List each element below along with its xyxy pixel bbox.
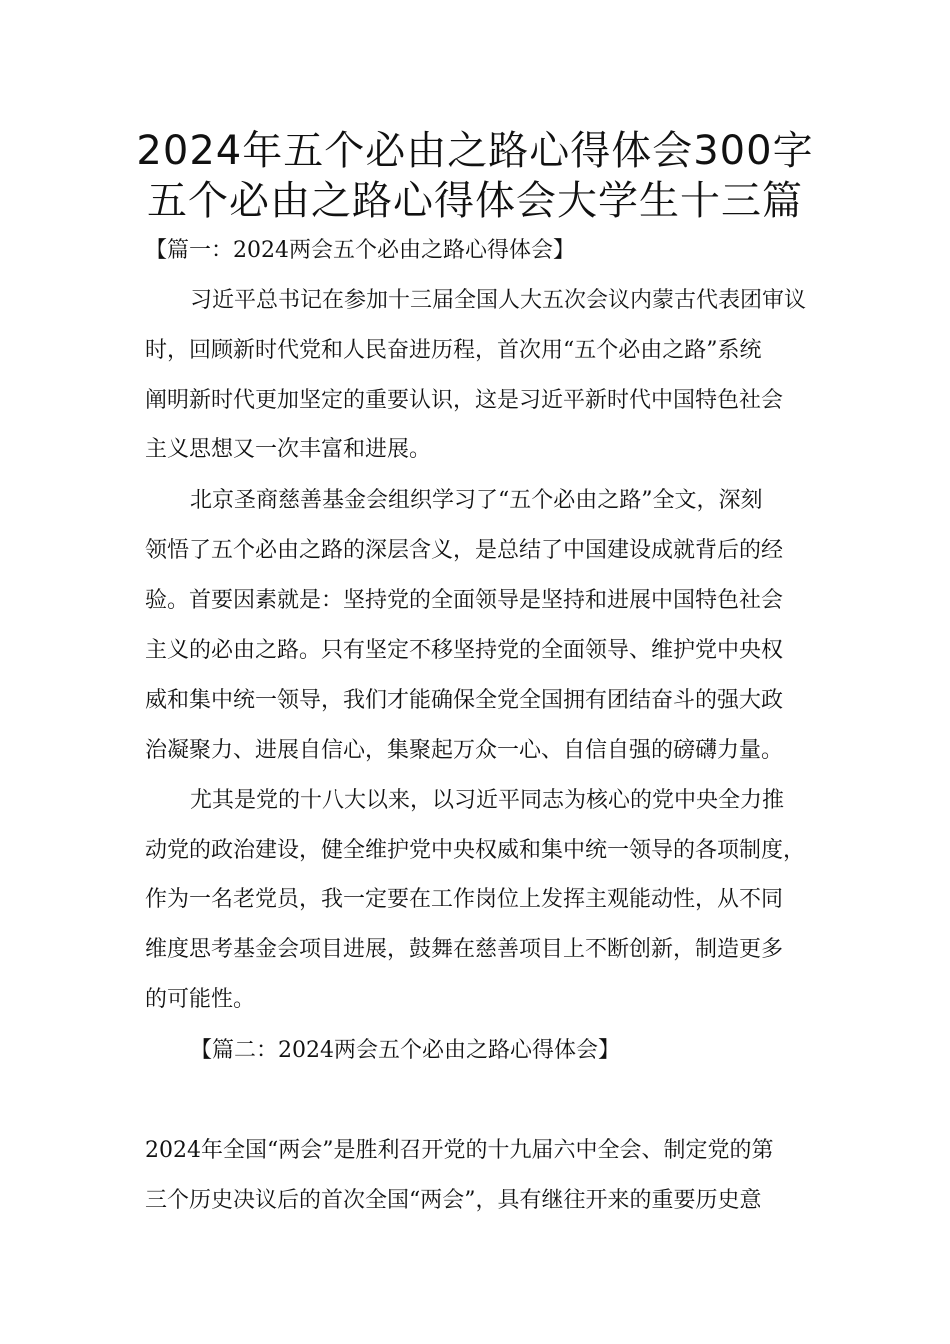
section-1-heading: 【篇一：2024两会五个必由之路心得体会】 — [145, 238, 575, 263]
paragraph-2-line: 威和集中统一领导，我们才能确保全党全国拥有团结奋斗的强大政 — [145, 688, 784, 713]
document-title-line-1: 2024年五个必由之路心得体会300字 — [136, 128, 814, 174]
paragraph-1-line: 主义思想又一次丰富和进展。 — [145, 437, 432, 462]
paragraph-2-line: 主义的必由之路。只有坚定不移坚持党的全面领导、维护党中央权 — [145, 638, 784, 663]
paragraph-2-line: 北京圣商慈善基金会组织学习了“五个必由之路”全文，深刻 — [190, 488, 763, 513]
paragraph-3-line: 尤其是党的十八大以来，以习近平同志为核心的党中央全力推 — [190, 788, 785, 813]
section-2-heading: 【篇二：2024两会五个必由之路心得体会】 — [190, 1038, 620, 1063]
document-title-line-2: 五个必由之路心得体会大学生十三篇 — [147, 178, 803, 224]
paragraph-3-line: 维度思考基金会项目进展，鼓舞在慈善项目上不断创新，制造更多 — [145, 937, 784, 962]
paragraph-4-line: 三个历史决议后的首次全国“两会”，具有继往开来的重要历史意 — [145, 1188, 762, 1213]
paragraph-2-line: 治凝聚力、进展自信心，集聚起万众一心、自信自强的磅礴力量。 — [145, 738, 784, 763]
paragraph-2-line: 验。首要因素就是：坚持党的全面领导是坚持和进展中国特色社会 — [145, 588, 784, 613]
paragraph-3-line: 的可能性。 — [145, 987, 256, 1012]
paragraph-3-line: 动党的政治建设，健全维护党中央权威和集中统一领导的各项制度， — [145, 838, 806, 863]
paragraph-1-line: 习近平总书记在参加十三届全国人大五次会议内蒙古代表团审议 — [190, 288, 807, 313]
paragraph-4-line: 2024年全国“两会”是胜利召开党的十九届六中全会、制定党的第 — [145, 1138, 774, 1163]
paragraph-3-line: 作为一名老党员，我一定要在工作岗位上发挥主观能动性，从不同 — [145, 887, 784, 912]
paragraph-2-line: 领悟了五个必由之路的深层含义，是总结了中国建设成就背后的经 — [145, 538, 784, 563]
paragraph-1-line: 阐明新时代更加坚定的重要认识，这是习近平新时代中国特色社会 — [145, 388, 784, 413]
paragraph-1-line: 时，回顾新时代党和人民奋进历程，首次用“五个必由之路”系统 — [145, 338, 762, 363]
